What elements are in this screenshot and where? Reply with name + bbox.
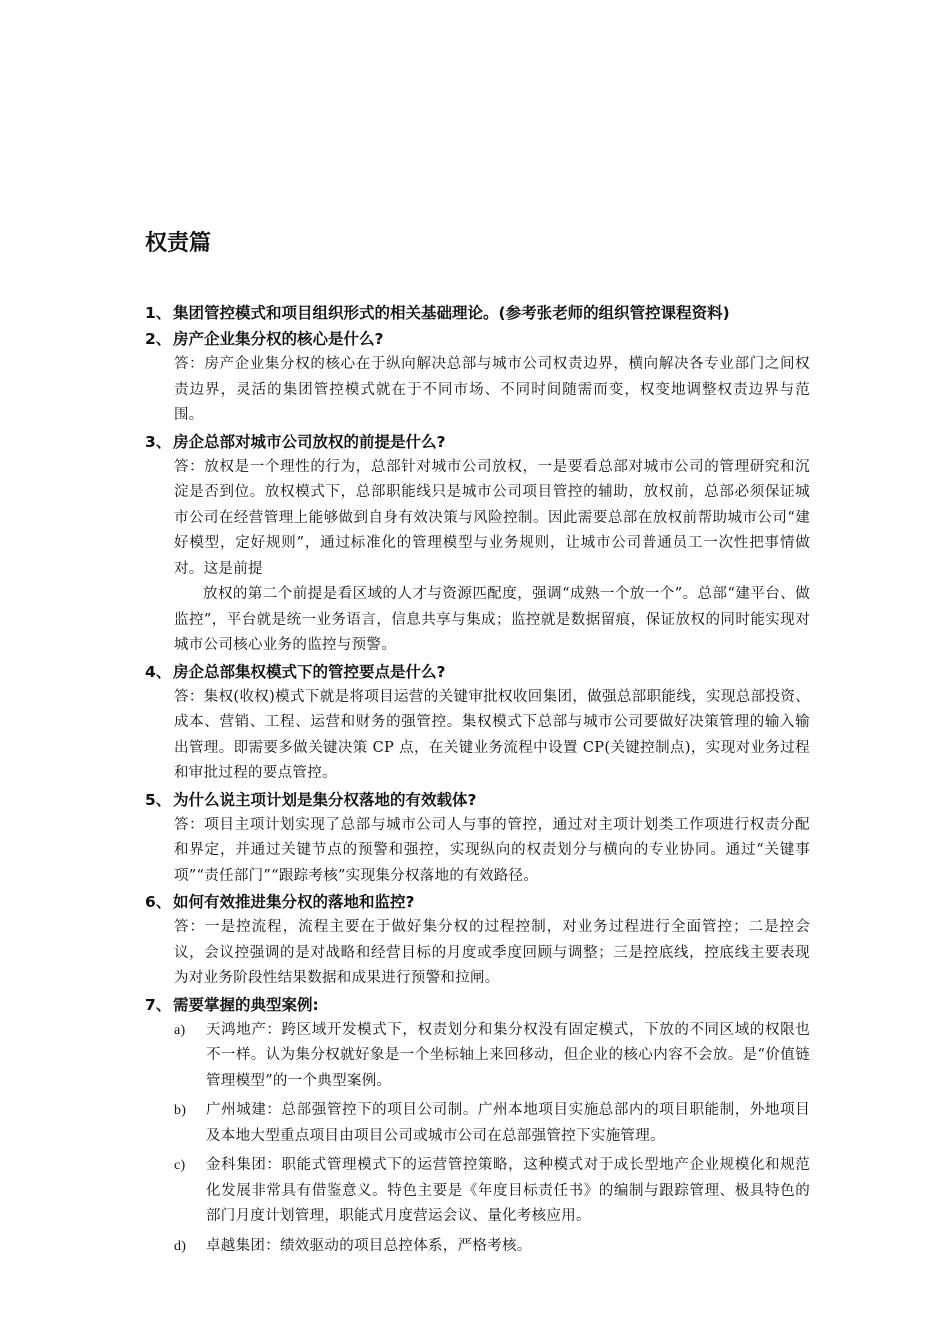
case-text: 天鸿地产：跨区域开发模式下，权责划分和集分权没有固定模式，下放的不同区域的权限也不一样。认为集分权就好象是一个坐标轴上来回移动，但企业的核心内容不会放。是“价值链管理模型”的一个典型案例。 [206,1021,810,1089]
question-text: 房产企业集分权的核心是什么? [173,330,384,348]
case-text: 金科集团：职能式管理模式下的运营管控策略，这种模式对于成长型地产企业规模化和规范化发展非常具有借鉴意义。特色主要是《年度目标责任书》的编制与跟踪管理、极具特色的部门月度计划管理，职能式月度营运会议、量化考核应用。 [206,1157,810,1224]
question-1 [145,300,810,326]
question-4 [145,659,810,685]
case-marker: a) [174,1022,186,1038]
case-item [174,1234,810,1264]
case-marker: d) [174,1238,187,1254]
case-marker: b) [174,1103,187,1118]
case-text: 广州城建：总部强管控下的项目公司制。广州本地项目实施总部内的项目职能制，外地项目及本地大型重点项目由项目公司或城市公司在总部强管控下实施管理。 [206,1102,810,1144]
question-text: 如何有效推进集分权的落地和监控? [173,893,415,911]
case-text: 卓越集团：绩效驱动的项目总控体系，严格考核。 [206,1237,532,1254]
answer-6 [174,915,810,992]
answer-4 [174,685,810,787]
section-title: 权责篇 [145,231,212,256]
answer-3 [174,455,810,659]
question-6 [145,889,810,915]
case-marker: c) [174,1158,186,1173]
case-item [174,1018,810,1099]
question-text: 需要掌握的典型案例: [173,995,319,1014]
question-text: 房企总部对城市公司放权的前提是什么? [173,432,446,451]
question-number: 1、 [145,304,172,322]
answer-2 [174,352,810,429]
question-text: 房企总部集权模式下的管控要点是什么? [173,662,446,681]
answer-paragraph: 放权的第二个前提是看区域的人才与资源匹配度，强调“成熟一个放一个”。总部“建平台、做监控”，平台就是统一业务语言，信息共享与集成；监控就是数据留痕，保证放权的同时能实现对城市公司核心业务的监控与预警。 [174,586,810,653]
question-text: 为什么说主项计划是集分权落地的有效载体? [173,790,477,809]
question-text: 集团管控模式和项目组织形式的相关基础理论。(参考张老师的组织管控课程资料) [173,304,730,322]
answer-paragraph: 答：一是控流程，流程主要在于做好集分权的过程控制，对业务过程进行全面管控；二是控会议，会议控强调的是对战略和经营目标的月度或季度回顾与调整；三是控底线，控底线主要表现为对业务阶段性结果数据和成果进行预警和拉闸。 [174,919,810,986]
question-number: 3、 [145,432,172,451]
question-number: 5、 [145,790,172,809]
answer-5 [174,813,810,890]
question-number: 4、 [145,662,172,681]
case-item [174,1153,810,1234]
answer-paragraph: 答：项目主项计划实现了总部与城市公司人与事的管控，通过对主项计划类工作项进行权责分配和界定，并通过关键节点的预警和强控，实现纵向的权责划分与横向的专业协同。通过“关键事项”“责任部门”“跟踪考核”实现集分权落地的有效路径。 [174,816,810,884]
question-2 [145,326,810,352]
case-item [174,1098,810,1153]
question-3 [145,429,810,455]
content [145,300,810,1263]
answer-paragraph: 答：房产企业集分权的核心在于纵向解决总部与城市公司权责边界，横向解决各专业部门之间权责边界，灵活的集团管控模式就在于不同市场、不同时间随需而变，权变地调整权责边界与范围。 [174,356,810,423]
answer-paragraph: 答：集权(收权)模式下就是将项目运营的关键审批权收回集团，做强总部职能线，实现总部投资、成本、营销、工程、运营和财务的强管控。集权模式下总部与城市公司要做好决策管理的输入输出管理。即需要多做关键决策 CP 点，在关键业务流程中设置 CP(关键控制点)，实现对业务过程和审批过程的要点管控。 [174,688,810,781]
question-7 [145,992,810,1018]
question-number: 6、 [145,893,172,911]
answer-paragraph: 答：放权是一个理性的行为，总部针对城市公司放权，一是要看总部对城市公司的管理研究和沉淀是否到位。放权模式下，总部职能线只是城市公司项目管控的辅助，放权前，总部必须保证城市公司在经营管理上能够做到自身有效决策与风险控制。因此需要总部在放权前帮助城市公司“建好模型，定好规则”，通过标准化的管理模型与业务规则，让城市公司普通员工一次性把事情做对。这是前提 [174,458,810,577]
question-number: 7、 [145,995,172,1014]
question-number: 2、 [145,330,172,348]
question-5 [145,787,810,813]
